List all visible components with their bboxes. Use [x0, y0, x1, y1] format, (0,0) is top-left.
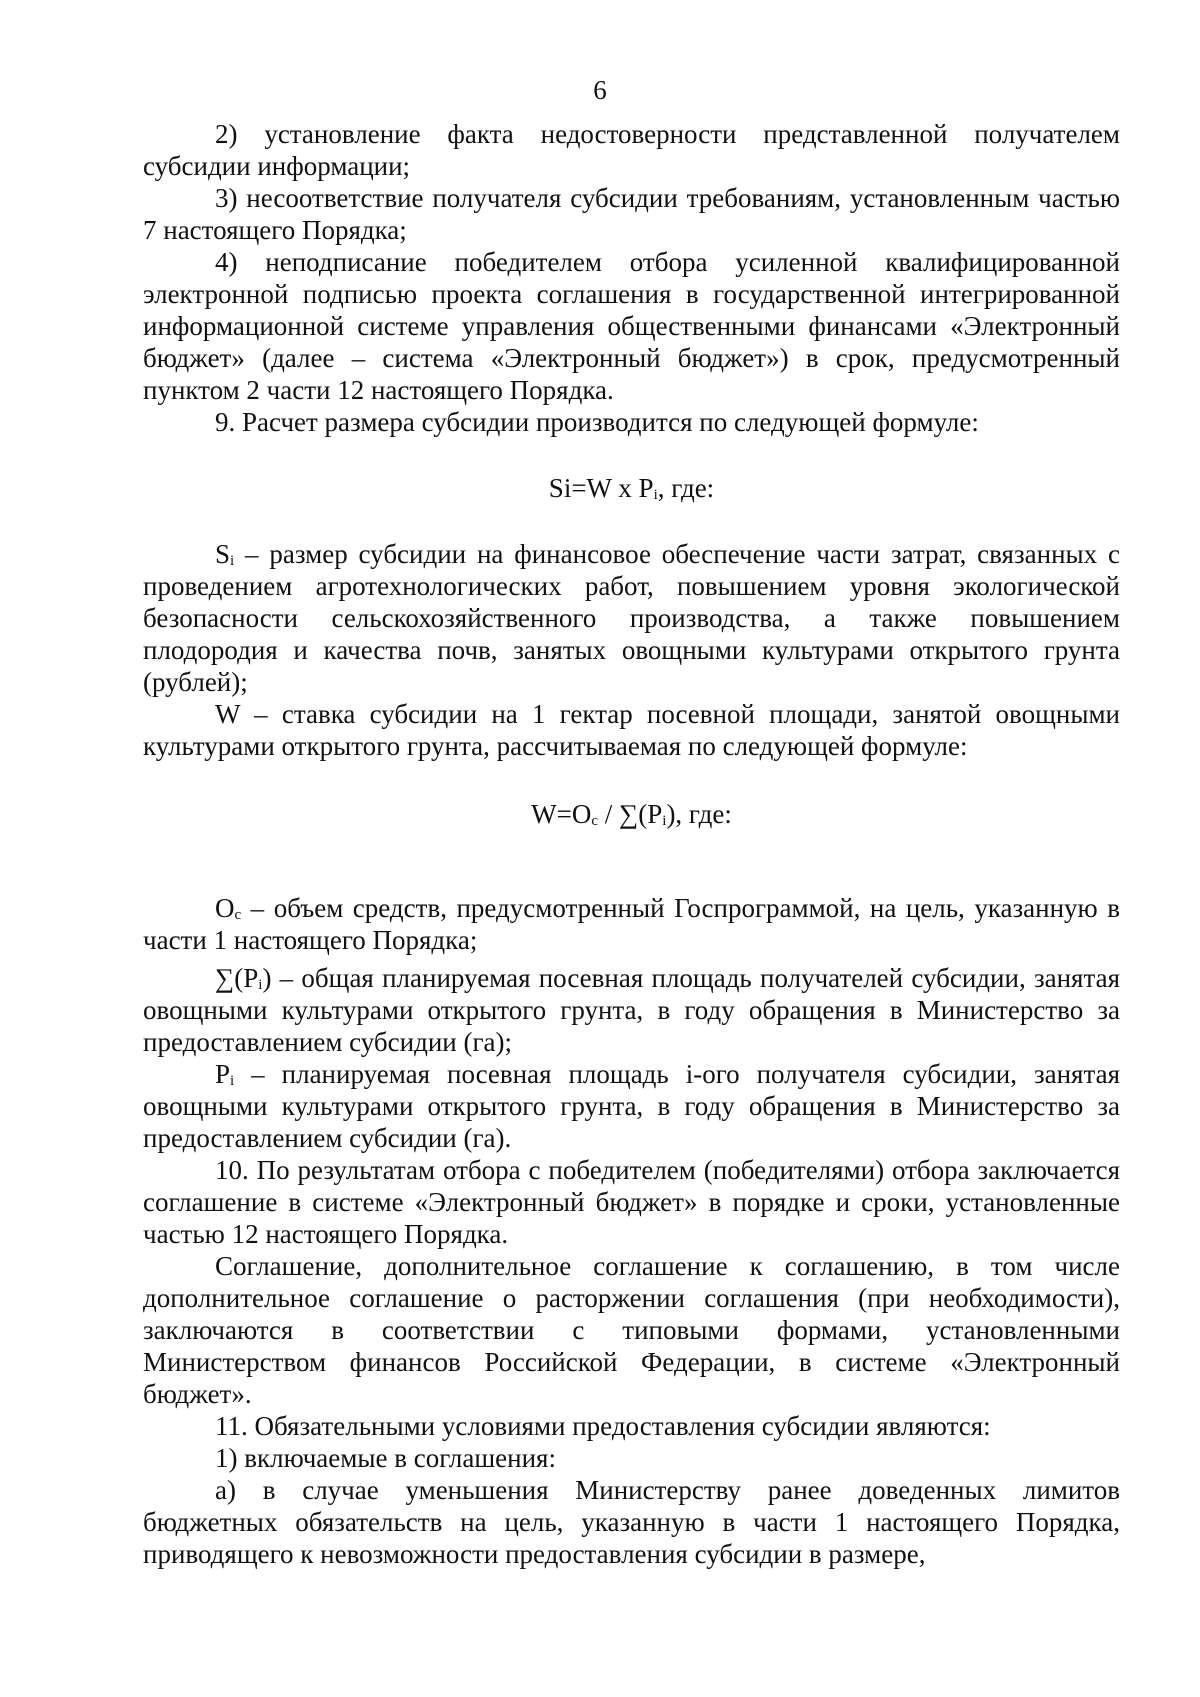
- formula-si: Si=W x $P_i$, где:: [548, 473, 715, 503]
- paragraph-section-11: 11. Обязательными условиями предоставления субсидии являются:: [215, 1411, 991, 1441]
- paragraph-item-4: 4) неподписание победителем отбора усиленной квалифицированной электронной подписью проекта соглашения в государственной интегрированной информационной системе управления общественными финансами «Электронный бюджет» (далее – система «Электронный бюджет») в срок, предусмотренный пунктом 2 части 12 настоящего Порядка.: [143, 247, 1120, 405]
- formula-w: $W=O_c / \sum(P_i)$, где:: [531, 799, 732, 829]
- definition-si: $S_i$ – размер субсидии на финансовое обеспечение части затрат, связанных с проведением агротехнологических работ, повышением уровня экологической безопасности сельскохозяйственного производства, а также повышением плодородия и качества почв, занятых овощными культурами открытого грунта (рублей);: [143, 539, 1120, 697]
- definition-sum-pi: $\sum(P_i)$ – общая планируемая посевная площадь получателей субсидии, занятая овощными культурами открытого грунта, в году обращения в Министерство за предоставлением субсидии (га);: [143, 963, 1120, 1057]
- paragraph-item-11-1: 1) включаемые в соглашения:: [215, 1443, 556, 1473]
- document-body: [143, 118, 1120, 1570]
- paragraph-item-2: 2) установление факта недостоверности представленной получателем субсидии информации;: [143, 119, 1120, 181]
- paragraph-section-9: 9. Расчет размера субсидии производится по следующей формуле:: [215, 407, 979, 437]
- definition-pi: $P_i$ – планируемая посевная площадь i-ого получателя субсидии, занятая овощными культурами открытого грунта, в году обращения в Министерство за предоставлением субсидии (га).: [143, 1059, 1120, 1153]
- definition-w: W – ставка субсидии на 1 гектар посевной площади, занятой овощными культурами открытого грунта, рассчитываемая по следующей формуле:: [143, 699, 1120, 761]
- definition-oc: $O_c$ – объем средств, предусмотренный Госпрограммой, на цель, указанную в части 1 настоящего Порядка;: [143, 893, 1120, 955]
- paragraph-item-11-1a: а) в случае уменьшения Министерству ранее доведенных лимитов бюджетных обязательств на цель, указанную в части 1 настоящего Порядка, приводящего к невозможности предоставления субсидии в размере,: [143, 1475, 1120, 1569]
- paragraph-section-10: 10. По результатам отбора с победителем (победителями) отбора заключается соглашение в системе «Электронный бюджет» в порядке и сроки, установленные частью 12 настоящего Порядка.: [143, 1155, 1120, 1249]
- page-number: 6: [593, 75, 607, 105]
- paragraph-agreement: Соглашение, дополнительное соглашение к соглашению, в том числе дополнительное соглашение о расторжении соглашения (при необходимости), заключаются в соответствии с типовыми формами, установленными Министерством финансов Российской Федерации, в системе «Электронный бюджет».: [143, 1251, 1120, 1409]
- paragraph-item-3: 3) несоответствие получателя субсидии требованиям, установленным частью 7 настоящего Порядка;: [143, 183, 1120, 245]
